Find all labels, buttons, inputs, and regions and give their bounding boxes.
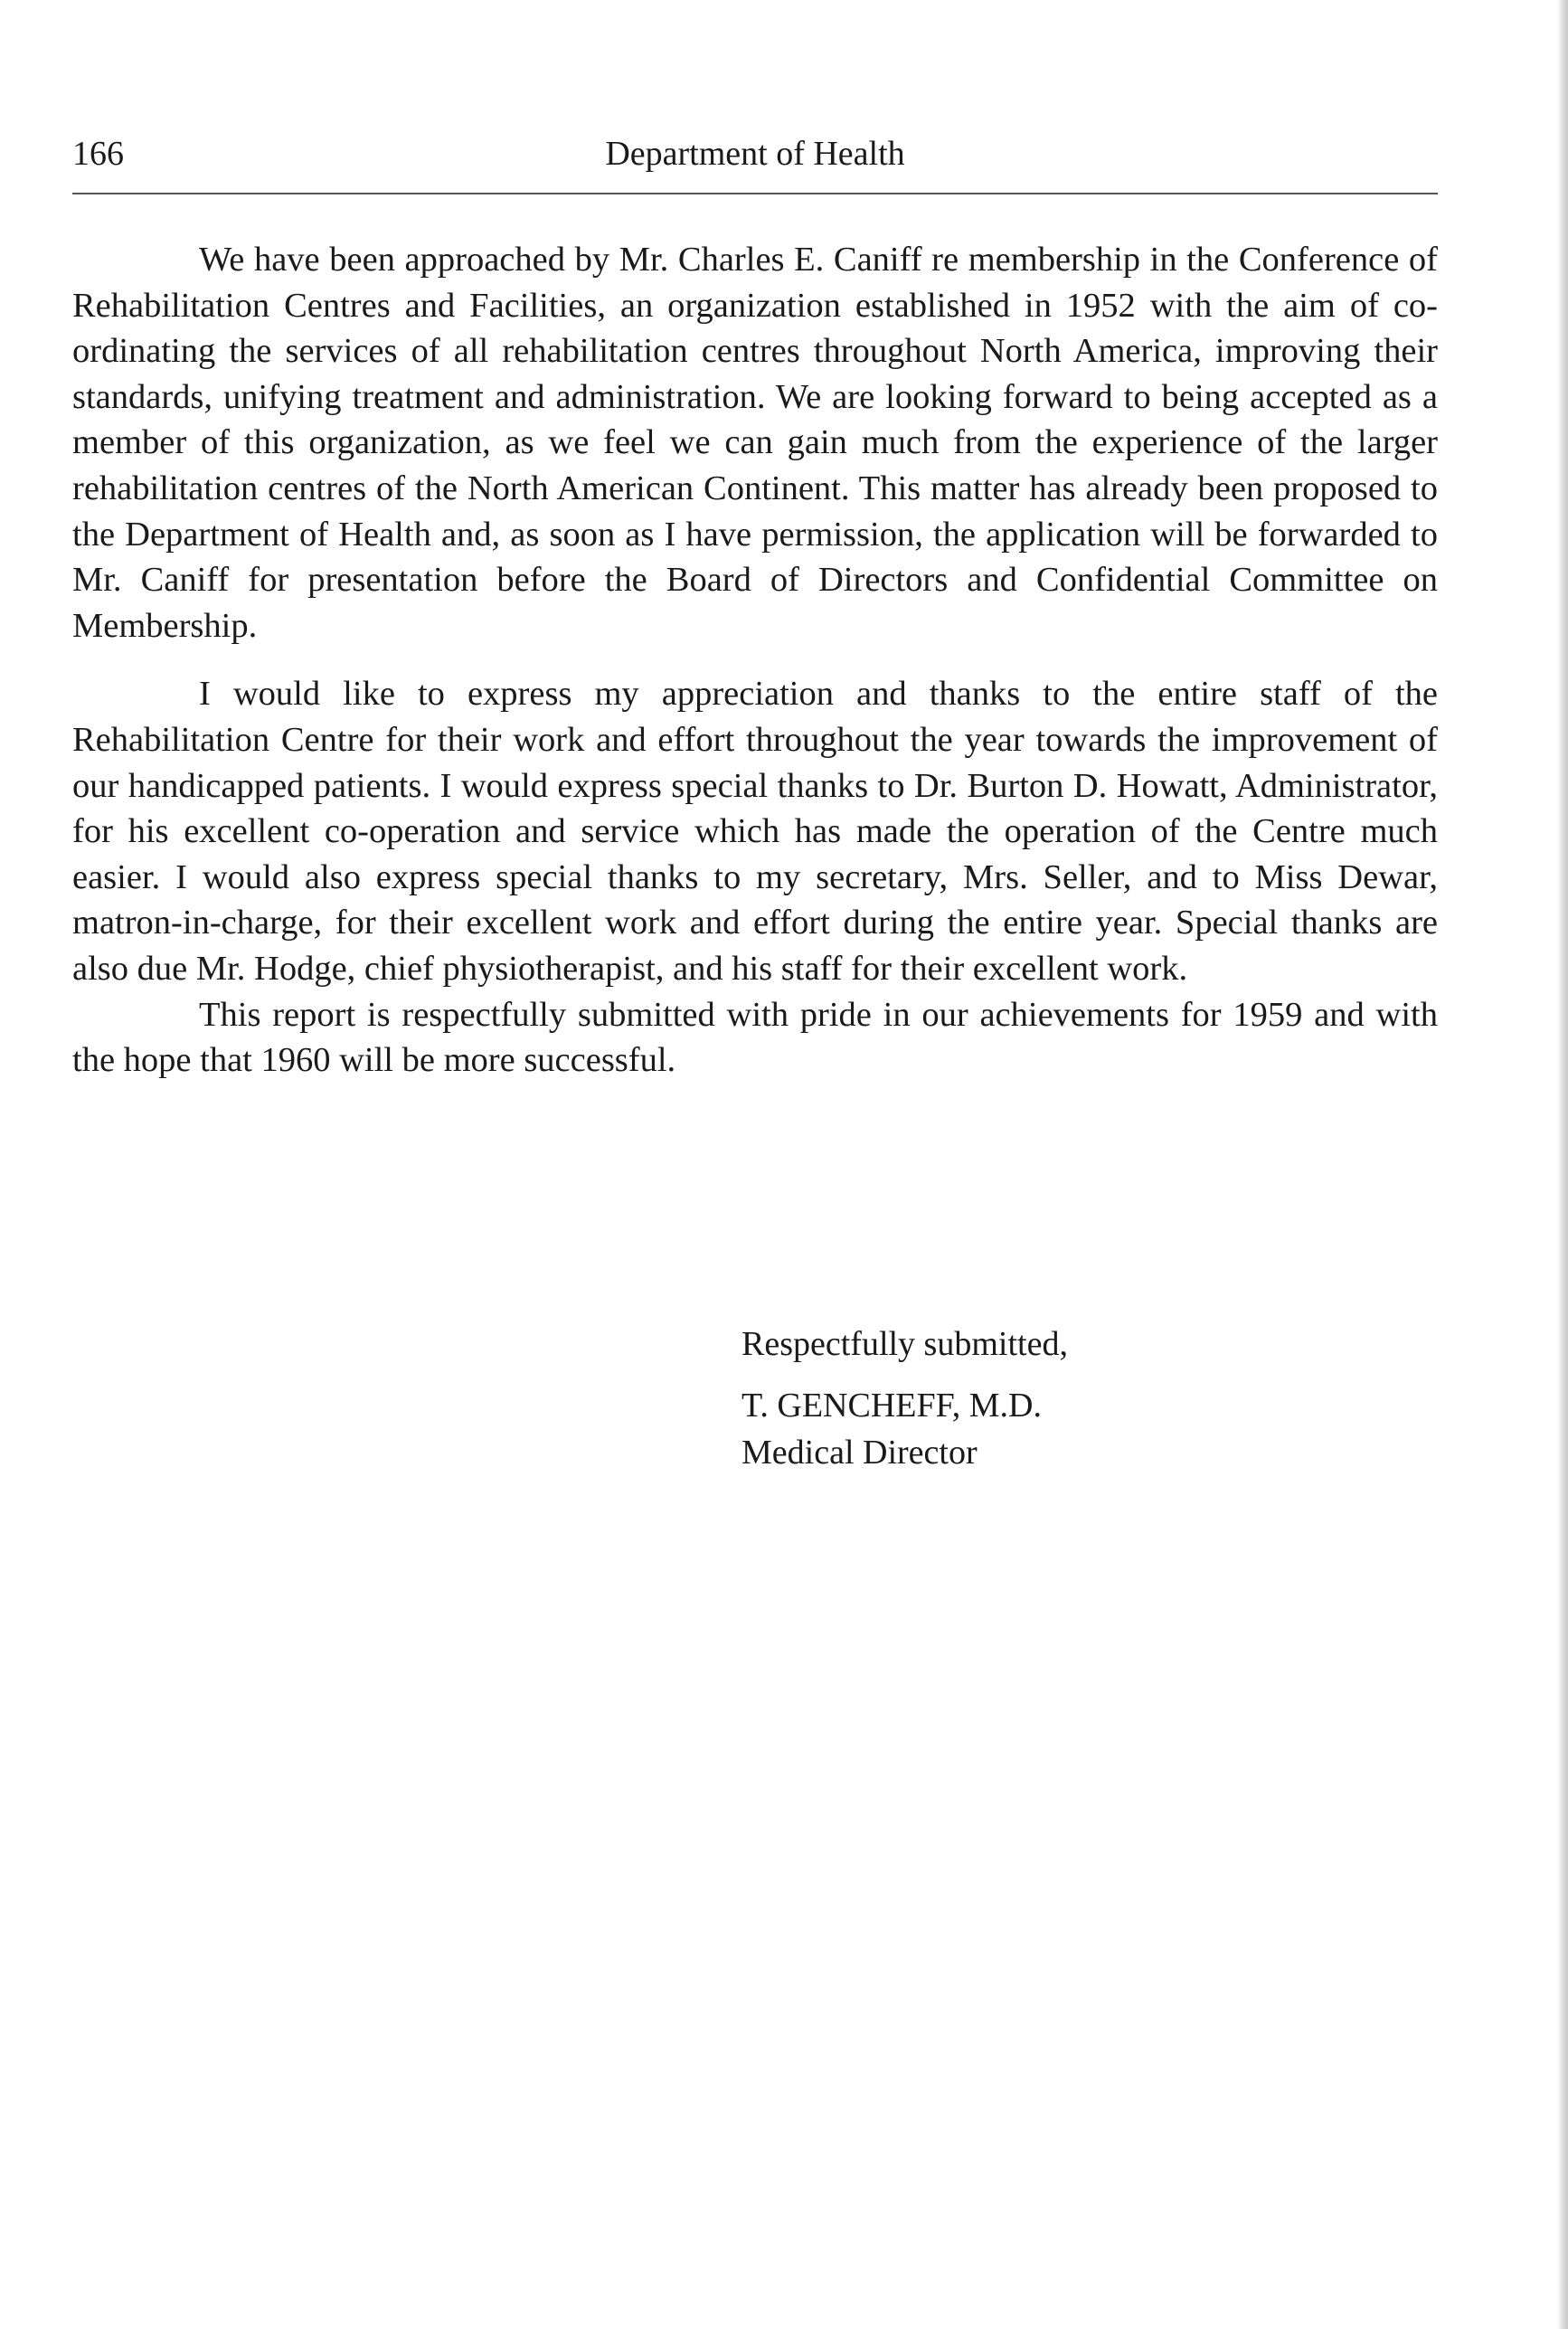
signature-title: Medical Director (741, 1434, 978, 1472)
header-title: Department of Health (605, 135, 905, 173)
running-header (72, 127, 1438, 181)
signature-block (741, 1321, 1068, 1476)
paragraph-submission: This report is respectfully submitted with pride in our achievements for 1959 and with the hope that 1960 will be more successful. (72, 995, 1438, 1080)
header-rule (72, 193, 1438, 194)
page-number: 166 (72, 135, 124, 173)
body-text (72, 237, 1438, 1084)
signature-closing: Respectfully submitted, (741, 1325, 1068, 1363)
paragraph-membership: We have been approached by Mr. Charles E. Caniff re membership in the Conference of Rehabilitation Centres and Facilities, an organization established in 1952 with the aim of co-ordinating the services of all rehabilitation centres throughout North America, improving their standards, unifying treatment and administration. We are looking forward to being accepted as a member of this organization, as we feel we can gain much from the experience of the larger rehabilitation centres of the North American Continent. This matter has already been proposed to the Department of Health and, as soon as I have permission, the application will be forwarded to Mr. Caniff for presentation before the Board of Directors and Confidential Committee on Membership. (72, 241, 1438, 645)
page-edge-shadow (1557, 0, 1568, 2329)
signature-name: T. GENCHEFF, M.D. (741, 1387, 1042, 1425)
paragraph-thanks: I would like to express my appreciation and thanks to the entire staff of the Rehabilitation Centre for their work and effort throughout the year towards the improvement of our handicapped patients. I would express special thanks to Dr. Burton D. Howatt, Administrator, for his excellent co-operation and service which has made the operation of the Centre much easier. I would also express special thanks to my secretary, Mrs. Seller, and to Miss Dewar, matron-in-charge, for their excellent work and effort during the entire year. Special thanks are also due Mr. Hodge, chief physiotherapist, and his staff for their excellent work. (72, 675, 1438, 988)
